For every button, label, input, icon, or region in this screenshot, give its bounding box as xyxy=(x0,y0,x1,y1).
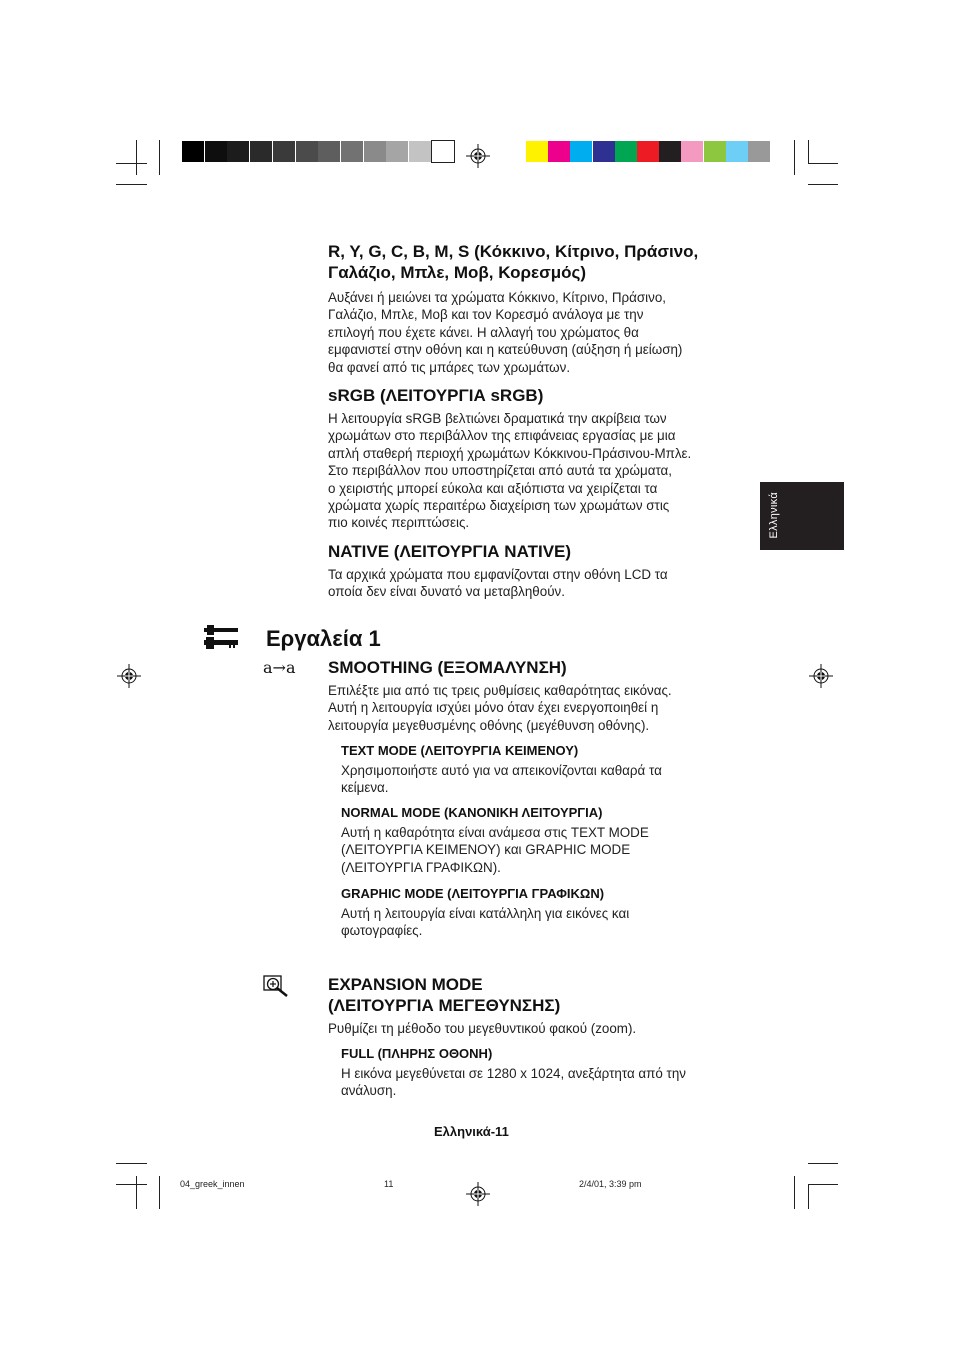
tools-title: Εργαλεία 1 xyxy=(266,626,381,651)
crop-mark xyxy=(159,1176,160,1209)
magnifier-icon xyxy=(263,975,291,999)
gray-swatch xyxy=(205,141,227,162)
gray-swatch xyxy=(364,141,386,162)
native-body: Τα αρχικά χρώματα που εμφανίζονται στην οθόνη LCD τα οποία δεν είναι δυνατό να μεταβληθούν. xyxy=(328,567,668,600)
srgb-heading: sRGB (ΛΕΙΤΟΥΡΓΙΑ sRGB) xyxy=(328,386,544,405)
color-swatch xyxy=(548,141,570,162)
expansion-heading: EXPANSION MODE (ΛΕΙΤΟΥΡΓΙΑ ΜΕΓΕΘΥΝΣΗΣ) xyxy=(328,975,561,1015)
gray-swatch xyxy=(182,141,204,162)
color-swatch xyxy=(637,141,659,162)
crop-mark xyxy=(794,140,795,175)
color-swatch xyxy=(726,141,748,162)
color-swatch xyxy=(615,141,637,162)
gray-swatch xyxy=(296,141,318,162)
registration-target-icon xyxy=(117,664,141,688)
crop-mark xyxy=(808,163,838,164)
native-heading: NATIVE (ΛΕΙΤΟΥΡΓΙΑ NATIVE) xyxy=(328,542,572,561)
tools-icon xyxy=(203,625,239,651)
color-swatch xyxy=(681,141,703,162)
crop-mark xyxy=(116,1184,147,1185)
graphic-mode-body: Αυτή η λειτουργία είναι κατάλληλη για εικόνες και φωτογραφίες. xyxy=(341,906,630,939)
gray-swatch xyxy=(227,141,249,162)
slug-filename: 04_greek_innen xyxy=(180,1179,245,1189)
crop-mark xyxy=(808,1184,809,1209)
gray-swatch xyxy=(432,141,454,162)
smoothing-icon: a→a xyxy=(263,658,296,677)
gray-swatch xyxy=(409,141,431,162)
gray-swatch xyxy=(386,141,408,162)
normal-mode-heading: NORMAL MODE (ΚΑΝΟΝΙΚΗ ΛΕΙΤΟΥΡΓΙΑ) xyxy=(341,805,603,820)
page-number-label: Ελληνικά-11 xyxy=(434,1124,509,1139)
rygcbms-heading: R, Y, G, C, B, M, S (Κόκκινο, Κίτρινο, Πράσινο, Γαλάζιο, Μπλε, Μοβ, Κορεσμός) xyxy=(328,242,699,282)
crop-mark xyxy=(116,163,147,164)
color-swatch xyxy=(659,141,681,162)
srgb-body: Η λειτουργία sRGB βελτιώνει δραματικά την ακρίβεια των χρωμάτων στο περιβάλλον της επιφάνειας εργασίας με μια απλή σταθερή περιοχή χρωμάτων Κόκκινου-Πράσινου-Μπλε. Στο περιβάλλον που υποστηρίζεται από αυτά τα χρώματα, ο χειριστής μπορεί εύκολα και αξιόπιστα να χειρίζεται τα χρώματα χωρίς περαιτέρω διαχείριση των χρωμάτων στις πιο κοινές περιπτώσεις. xyxy=(328,411,692,531)
crop-mark xyxy=(116,184,147,185)
color-swatch xyxy=(748,141,770,162)
color-swatch xyxy=(704,141,726,162)
text-mode-heading: TEXT MODE (ΛΕΙΤΟΥΡΓΙΑ ΚΕΙΜΕΝΟΥ) xyxy=(341,743,579,758)
graphic-mode-heading: GRAPHIC MODE (ΛΕΙΤΟΥΡΓΙΑ ΓΡΑΦΙΚΩΝ) xyxy=(341,886,605,901)
full-heading: FULL (ΠΛΗΡΗΣ ΟΘΟΝΗ) xyxy=(341,1046,493,1061)
gray-swatch xyxy=(318,141,340,162)
language-tab xyxy=(760,482,844,550)
crop-mark xyxy=(159,140,160,175)
crop-mark xyxy=(808,1184,838,1185)
slug-page: 11 xyxy=(384,1179,394,1189)
crop-mark xyxy=(808,1163,838,1164)
crop-mark xyxy=(794,1176,795,1209)
rygcbms-body: Αυξάνει ή μειώνει τα χρώματα Κόκκινο, Κίτρινο, Πράσινο, Γαλάζιο, Μπλε, Μοβ και τον Κορεσμό ανάλογα με την επιλογή που έχετε κάνει. Η αλλαγή του χρώματος θα εμφανιστεί στην οθόνη και η κατεύθυνση (αύξηση ή μείωση) θα φανεί από τις μπάρες των χρωμάτων. xyxy=(328,290,683,375)
crop-mark xyxy=(116,1163,147,1164)
smoothing-heading: SMOOTHING (ΕΞΟΜΑΛΥΝΣΗ) xyxy=(328,658,567,677)
normal-mode-body: Αυτή η καθαρότητα είναι ανάμεσα στις TEXT MODE (ΛΕΙΤΟΥΡΓΙΑ ΚΕΙΜΕΝΟΥ) και GRAPHIC MODE (ΛΕΙΤΟΥΡΓΙΑ ΓΡΑΦΙΚΩΝ). xyxy=(341,825,649,875)
color-swatch xyxy=(526,141,548,162)
crop-mark xyxy=(808,184,838,185)
gray-swatch xyxy=(341,141,363,162)
crop-mark xyxy=(808,140,809,164)
registration-target-icon xyxy=(809,664,833,688)
crop-mark xyxy=(136,1176,137,1209)
text-mode-body: Χρησιμοποιήστε αυτό για να απεικονίζονται καθαρά τα κείμενα. xyxy=(341,763,662,796)
color-swatch xyxy=(570,141,592,162)
language-tab-label: Ελληνικά xyxy=(768,492,780,539)
registration-target-icon xyxy=(466,1182,490,1206)
gray-swatch xyxy=(250,141,272,162)
slug-date: 2/4/01, 3:39 pm xyxy=(579,1179,642,1189)
color-swatch xyxy=(593,141,615,162)
expansion-body: Ρυθμίζει τη μέθοδο του μεγεθυντικού φακού (zoom). xyxy=(328,1021,637,1036)
smoothing-body: Επιλέξτε μια από τις τρεις ρυθμίσεις καθαρότητας εικόνας. Αυτή η λειτουργία ισχύει μόνο όταν έχει ενεργοποιηθεί η λειτουργία μεγεθυσμένης οθόνης (μεγέθυνση οθόνης). xyxy=(328,683,672,733)
registration-target-icon xyxy=(466,144,490,168)
gray-swatch xyxy=(273,141,295,162)
crop-mark xyxy=(136,140,137,175)
full-body: Η εικόνα μεγεθύνεται σε 1280 x 1024, ανεξάρτητα από την ανάλυση. xyxy=(341,1066,686,1099)
